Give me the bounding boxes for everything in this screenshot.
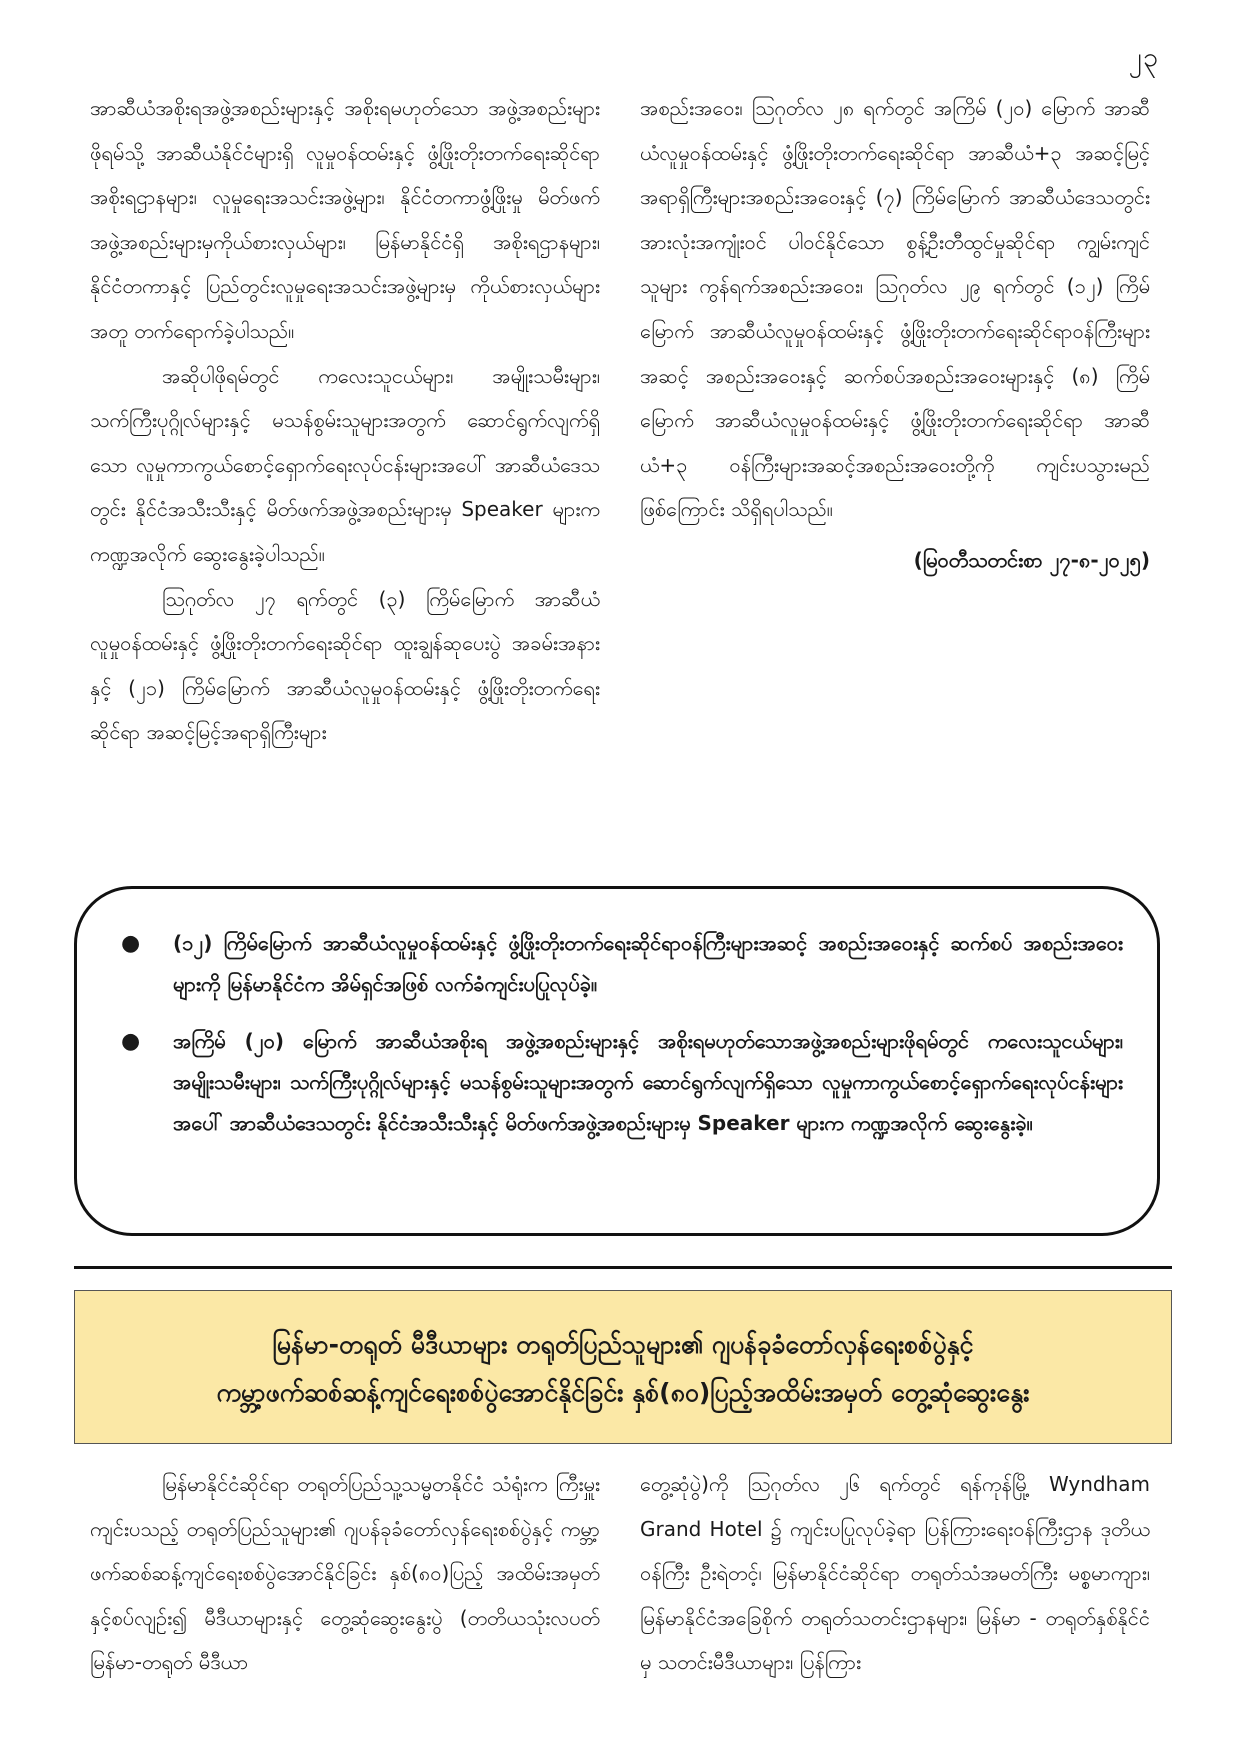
paragraph: အဆိုပါဖိုရမ်တွင် ကလေးသူငယ်များ၊ အမျိုးသမီးများ၊ သက်ကြီးပုဂ္ဂိုလ်များနှင့် မသန်စွမ်းသူများအတွက် ဆောင်ရွက်လျက်ရှိသော လူမှုကာကွယ်စောင့်ရှောက်ရေးလုပ်ငန်းများအပေါ် အာဆီယံဒေသတွင်း နိုင်ငံအသီးသီးနှင့် မိတ်ဖက်အဖွဲ့အစည်းများမှ Speaker များက ကဏ္ဍအလိုက် ဆွေးနွေးခဲ့ပါသည်။ [90,363,600,566]
article-column-left-bottom [90,1462,600,1685]
article-column-right-bottom [640,1462,1150,1685]
headline-line-1: မြန်မာ-တရုတ် မီဒီယာများ တရုတ်ပြည်သူများ၏ ဂျပန်ခုခံတော်လှန်ရေးစစ်ပွဲနှင့် [272,1330,974,1359]
bullet-icon: ● [121,931,141,956]
page-number: ၂၃ [1128,42,1159,73]
paragraph: အစည်းအဝေး၊ ဩဂုတ်လ ၂၈ ရက်တွင် အကြိမ် (၂၀) မြောက် အာဆီယံလူမှုဝန်ထမ်းနှင့် ဖွံ့ဖြိုးတိုးတက်ရေးဆိုင်ရာ အာဆီယံ+၃ အဆင့်မြင့်အရာရှိကြီးများအစည်းအဝေးနှင့် (၇) ကြိမ်မြောက် အာဆီယံဒေသတွင်း အားလုံးအကျုံးဝင် ပါဝင်နိုင်သော စွန့်ဦးတီထွင်မှုဆိုင်ရာ ကျွမ်းကျင်သူများ ကွန်ရက်အစည်းအဝေး၊ ဩဂုတ်လ ၂၉ ရက်တွင် (၁၂) ကြိမ်မြောက် အာဆီယံလူမှုဝန်ထမ်းနှင့် ဖွံ့ဖြိုးတိုးတက်ရေးဆိုင်ရာဝန်ကြီးများအဆင့် အစည်းအဝေးနှင့် ဆက်စပ်အစည်းအဝေးများနှင့် (၈) ကြိမ်မြောက် အာဆီယံလူမှုဝန်ထမ်းနှင့် ဖွံ့ဖြိုးတိုးတက်ရေးဆိုင်ရာ အာဆီယံ+၃ ဝန်ကြီးများအဆင့်အစည်းအဝေးတို့ကို ကျင်းပသွားမည်ဖြစ်ကြောင်း သိရှိရပါသည်။ [640,96,1150,522]
paragraph: မြန်မာနိုင်ငံဆိုင်ရာ တရုတ်ပြည်သူ့သမ္မတနိုင်ငံ သံရုံးက ကြီးမှူးကျင်းပသည့် တရုတ်ပြည်သူများ၏ ဂျပန်ခုခံတော်လှန်ရေးစစ်ပွဲနှင့် ကမ္ဘာ့ဖက်ဆစ်ဆန့်ကျင်ရေးစစ်ပွဲအောင်နိုင်ခြင်း နှစ်(၈၀)ပြည့် အထိမ်းအမှတ်နှင့်စပ်လျဉ်း၍ မီဒီယာများနှင့် တွေ့ဆုံဆွေးနွေးပွဲ (တတိယသုံးလပတ် မြန်မာ-တရုတ် မီဒီယာ [90,1472,600,1675]
highlight-text: (၁၂) ကြိမ်မြောက် အာဆီယံလူမှုဝန်ထမ်းနှင့် ဖွံ့ဖြိုးတိုးတက်ရေးဆိုင်ရာဝန်ကြီးများအဆင့် အစည်းအဝေးနှင့် ဆက်စပ် အစည်းအဝေးများကို မြန်မာနိုင်ငံက အိမ်ရှင်အဖြစ် လက်ခံကျင်းပပြုလုပ်ခဲ့။ [173,931,1123,996]
paragraph: ဩဂုတ်လ ၂၇ ရက်တွင် (၃) ကြိမ်မြောက် အာဆီယံလူမှုဝန်ထမ်းနှင့် ဖွံ့ဖြိုးတိုးတက်ရေးဆိုင်ရာ ထူးချွန်ဆုပေးပွဲ အခမ်းအနားနှင့် (၂၁) ကြိမ်မြောက် အာဆီယံလူမှုဝန်ထမ်းနှင့် ဖွံ့ဖြိုးတိုးတက်ရေးဆိုင်ရာ အဆင့်မြင့်အရာရှိကြီးများ [90,586,600,745]
paragraph: တွေ့ဆုံပွဲ)ကို ဩဂုတ်လ ၂၆ ရက်တွင် ရန်ကုန်မြို့ Wyndham Grand Hotel ၌ ကျင်းပပြုလုပ်ခဲ့ရာ ပြန်ကြားရေးဝန်ကြီးဌာန ဒုတိယဝန်ကြီး ဦးရဲတင့်၊ မြန်မာနိုင်ငံဆိုင်ရာ တရုတ်သံအမတ်ကြီး မစ္စမာကျား၊ မြန်မာနိုင်ငံအခြေစိုက် တရုတ်သတင်းဌာနများ၊ မြန်မာ - တရုတ်နှစ်နိုင်ငံမှ သတင်းမီဒီယာများ၊ ပြန်ကြား [640,1472,1150,1675]
paragraph: အာဆီယံအစိုးရအဖွဲ့အစည်းများနှင့် အစိုးရမဟုတ်သော အဖွဲ့အစည်းများဖိုရမ်သို့ အာဆီယံနိုင်ငံများရှိ လူမှုဝန်ထမ်းနှင့် ဖွံ့ဖြိုးတိုးတက်ရေးဆိုင်ရာ အစိုးရဌာနများ၊ လူမှုရေးအသင်းအဖွဲ့များ၊ နိုင်ငံတကာဖွံ့ဖြိုးမှု မိတ်ဖက်အဖွဲ့အစည်းများမှကိုယ်စားလှယ်များ၊ မြန်မာနိုင်ငံရှိ အစိုးရဌာနများ၊ နိုင်ငံတကာနှင့် ပြည်တွင်းလူမှုရေးအသင်းအဖွဲ့များမှ ကိုယ်စားလှယ်များအတူ တက်ရောက်ခဲ့ပါသည်။ [90,96,600,343]
section-divider [74,1266,1172,1269]
source-citation: (မြဝတီသတင်းစာ ၂၇-၈-၂၀၂၅) [913,547,1150,572]
article-headline-box [74,1290,1172,1444]
highlights-list [111,923,1123,1144]
article-column-left-top [90,86,600,755]
article-column-right-top [640,86,1150,583]
bullet-icon: ● [121,1029,141,1054]
highlight-item [121,923,1123,1005]
headline-line-2: ကမ္ဘာ့ဖက်ဆစ်ဆန့်ကျင်ရေးစစ်ပွဲအောင်နိုင်ခြင်း နှစ်(၈၀)ပြည့်အထိမ်းအမှတ် တွေ့ဆုံဆွေးနွေး [216,1378,1030,1407]
highlight-text: အကြိမ် (၂၀) မြောက် အာဆီယံအစိုးရ အဖွဲ့အစည်းများနှင့် အစိုးရမဟုတ်သောအဖွဲ့အစည်းများဖိုရမ်တွင် ကလေးသူငယ်များ၊ အမျိုးသမီးများ၊ သက်ကြီးပုဂ္ဂိုလ်များနှင့် မသန်စွမ်းသူများအတွက် ဆောင်ရွက်လျက်ရှိသော လူမှုကာကွယ်စောင့်ရှောက်ရေးလုပ်ငန်းများအပေါ် အာဆီယံဒေသတွင်း နိုင်ငံအသီးသီးနှင့် မိတ်ဖက်အဖွဲ့အစည်းများမှ Speaker များက ကဏ္ဍအလိုက် ဆွေးနွေးခဲ့။ [173,1029,1123,1135]
highlights-callout-box [74,886,1160,1236]
highlight-item [121,1021,1123,1144]
